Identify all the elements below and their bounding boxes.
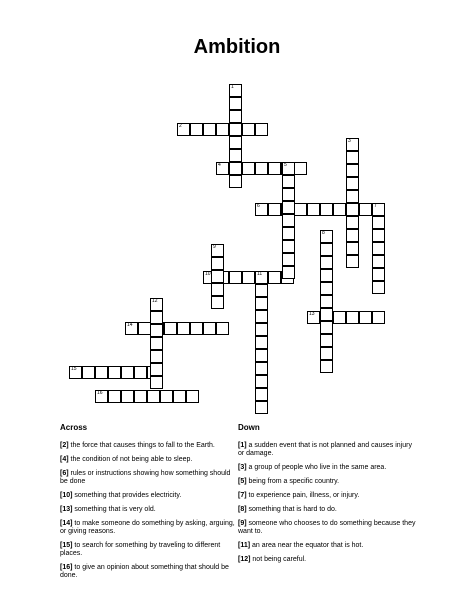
crossword-cell[interactable] bbox=[121, 366, 134, 379]
crossword-cell[interactable] bbox=[255, 401, 268, 414]
crossword-cell[interactable] bbox=[346, 151, 359, 164]
crossword-cell[interactable] bbox=[203, 123, 216, 136]
crossword-cell[interactable] bbox=[372, 311, 385, 324]
crossword-cell[interactable] bbox=[229, 175, 242, 188]
clue-across-14: [14] to make someone do something by asking, arguing, or giving reasons. bbox=[60, 520, 235, 535]
crossword-cell[interactable] bbox=[150, 324, 163, 337]
crossword-cell[interactable] bbox=[150, 311, 163, 324]
down-heading: Down bbox=[238, 423, 260, 432]
clue-number-6: 6 bbox=[257, 203, 260, 209]
clue-number-3: 3 bbox=[348, 138, 351, 144]
crossword-cell[interactable] bbox=[150, 350, 163, 363]
crossword-cell[interactable] bbox=[211, 283, 224, 296]
clue-across-4: [4] the condition of not being able to sleep. bbox=[60, 456, 193, 463]
crossword-cell[interactable] bbox=[320, 347, 333, 360]
clue-number-1: 1 bbox=[231, 84, 234, 90]
clue-down-8: [8] something that is hard to do. bbox=[238, 506, 337, 513]
crossword-cell[interactable] bbox=[255, 310, 268, 323]
crossword-cell[interactable] bbox=[211, 257, 224, 270]
crossword-cell[interactable] bbox=[282, 240, 295, 253]
crossword-cell[interactable] bbox=[255, 388, 268, 401]
crossword-cell[interactable] bbox=[255, 336, 268, 349]
crossword-cell[interactable] bbox=[229, 123, 242, 136]
crossword-cell[interactable] bbox=[255, 362, 268, 375]
crossword-cell[interactable] bbox=[320, 269, 333, 282]
crossword-cell[interactable] bbox=[255, 349, 268, 362]
crossword-cell[interactable] bbox=[190, 322, 203, 335]
crossword-cell[interactable] bbox=[255, 297, 268, 310]
crossword-cell[interactable] bbox=[255, 284, 268, 297]
crossword-cell[interactable] bbox=[320, 360, 333, 373]
crossword-cell[interactable] bbox=[320, 203, 333, 216]
clue-number-7: 7 bbox=[374, 203, 377, 209]
clue-number-11: 11 bbox=[257, 271, 263, 277]
crossword-cell[interactable] bbox=[268, 271, 281, 284]
clue-number-8: 8 bbox=[322, 230, 325, 236]
across-heading: Across bbox=[60, 423, 88, 432]
crossword-cell[interactable] bbox=[282, 175, 295, 188]
across-clues bbox=[60, 424, 240, 586]
crossword-cell[interactable] bbox=[229, 271, 242, 284]
crossword-cell[interactable] bbox=[211, 270, 224, 283]
crossword-cell[interactable] bbox=[320, 334, 333, 347]
crossword-cell[interactable] bbox=[320, 256, 333, 269]
crossword-cell[interactable] bbox=[229, 110, 242, 123]
clue-down-12: [12] not being careful. bbox=[238, 556, 307, 563]
crossword-cell[interactable] bbox=[150, 376, 163, 389]
crossword-cell[interactable] bbox=[372, 281, 385, 294]
clue-down-11: [11] an area near the equator that is hot. bbox=[238, 542, 364, 549]
crossword-cell[interactable] bbox=[242, 162, 255, 175]
clue-across-10: [10] something that provides electricity. bbox=[60, 492, 182, 499]
crossword-cell[interactable] bbox=[229, 136, 242, 149]
crossword-cell[interactable] bbox=[282, 201, 295, 214]
crossword-cell[interactable] bbox=[203, 322, 216, 335]
crossword-cell[interactable] bbox=[359, 203, 372, 216]
crossword-cell[interactable] bbox=[346, 311, 359, 324]
crossword-cell[interactable] bbox=[134, 390, 147, 403]
crossword-cell[interactable] bbox=[294, 203, 307, 216]
crossword-cell[interactable] bbox=[164, 322, 177, 335]
clue-down-9: [9] someone who chooses to do something because they want to. bbox=[238, 520, 416, 535]
crossword-cell[interactable] bbox=[229, 162, 242, 175]
crossword-cell[interactable] bbox=[346, 203, 359, 216]
crossword-cell[interactable] bbox=[282, 188, 295, 201]
clue-number-4: 4 bbox=[218, 162, 221, 168]
clue-down-5: [5] being from a specific country. bbox=[238, 478, 340, 485]
crossword-cell[interactable] bbox=[108, 390, 121, 403]
crossword-cell[interactable] bbox=[242, 123, 255, 136]
crossword-cell[interactable] bbox=[320, 308, 333, 321]
clue-number-10: 10 bbox=[205, 271, 211, 277]
crossword-cell[interactable] bbox=[372, 229, 385, 242]
crossword-cell[interactable] bbox=[255, 323, 268, 336]
crossword-cell[interactable] bbox=[333, 311, 346, 324]
crossword-cell[interactable] bbox=[134, 366, 147, 379]
crossword-cell[interactable] bbox=[186, 390, 199, 403]
crossword-cell[interactable] bbox=[147, 390, 160, 403]
crossword-cell[interactable] bbox=[268, 203, 281, 216]
crossword-cell[interactable] bbox=[229, 97, 242, 110]
crossword-cell[interactable] bbox=[346, 164, 359, 177]
clue-across-2: [2] the force that causes things to fall to the Earth. bbox=[60, 442, 215, 449]
crossword-cell[interactable] bbox=[333, 203, 346, 216]
clue-down-1: [1] a sudden event that is not planned and causes injury or damage. bbox=[238, 442, 412, 457]
crossword-cell[interactable] bbox=[346, 190, 359, 203]
crossword-cell[interactable] bbox=[268, 162, 281, 175]
crossword-cell[interactable] bbox=[95, 366, 108, 379]
clue-number-14: 14 bbox=[127, 322, 133, 328]
crossword-cell[interactable] bbox=[372, 242, 385, 255]
crossword-cell[interactable] bbox=[255, 123, 268, 136]
crossword-cell[interactable] bbox=[216, 322, 229, 335]
crossword-cell[interactable] bbox=[372, 216, 385, 229]
clue-across-15: [15] to search for something by traveling to different places. bbox=[60, 542, 221, 557]
clue-across-16: [16] to give an opinion about something that should be done. bbox=[60, 564, 229, 579]
clue-across-6: [6] rules or instructions showing how something should be done bbox=[60, 470, 231, 485]
crossword-cell[interactable] bbox=[242, 271, 255, 284]
crossword-cell[interactable] bbox=[282, 214, 295, 227]
crossword-cell[interactable] bbox=[282, 227, 295, 240]
crossword-cell[interactable] bbox=[82, 366, 95, 379]
crossword-cell[interactable] bbox=[320, 321, 333, 334]
crossword-cell[interactable] bbox=[372, 255, 385, 268]
crossword-cell[interactable] bbox=[346, 216, 359, 229]
clue-number-16: 16 bbox=[97, 390, 103, 396]
clue-down-7: [7] to experience pain, illness, or injury. bbox=[238, 492, 360, 499]
crossword-cell[interactable] bbox=[294, 162, 307, 175]
crossword-cell[interactable] bbox=[346, 255, 359, 268]
crossword-cell[interactable] bbox=[320, 243, 333, 256]
crossword-cell[interactable] bbox=[121, 390, 134, 403]
puzzle-title: Ambition bbox=[193, 36, 281, 58]
clue-number-5: 5 bbox=[284, 162, 287, 168]
crossword-cell[interactable] bbox=[372, 268, 385, 281]
clue-number-9: 9 bbox=[213, 244, 216, 250]
clue-number-12: 12 bbox=[152, 298, 158, 304]
clue-across-13: [13] something that is very old. bbox=[60, 506, 156, 513]
clue-number-13: 13 bbox=[309, 311, 315, 317]
down-clues bbox=[238, 424, 418, 570]
crossword-cell[interactable] bbox=[307, 203, 320, 216]
crossword-cell[interactable] bbox=[108, 366, 121, 379]
crossword-cell[interactable] bbox=[177, 322, 190, 335]
crossword-cell[interactable] bbox=[320, 282, 333, 295]
crossword-cell[interactable] bbox=[282, 253, 295, 266]
crossword-cell[interactable] bbox=[190, 123, 203, 136]
crossword-cell[interactable] bbox=[150, 363, 163, 376]
crossword-cell[interactable] bbox=[359, 311, 372, 324]
crossword-cell[interactable] bbox=[211, 296, 224, 309]
crossword-cell[interactable] bbox=[229, 149, 242, 162]
crossword-cell[interactable] bbox=[150, 337, 163, 350]
crossword-cell[interactable] bbox=[216, 123, 229, 136]
clue-down-3: [3] a group of people who live in the same area. bbox=[238, 464, 387, 471]
clue-number-15: 15 bbox=[71, 366, 77, 372]
clue-number-2: 2 bbox=[179, 123, 182, 129]
crossword-cell[interactable] bbox=[346, 177, 359, 190]
crossword-cell[interactable] bbox=[160, 390, 173, 403]
crossword-cell[interactable] bbox=[173, 390, 186, 403]
crossword-cell[interactable] bbox=[346, 229, 359, 242]
crossword-cell[interactable] bbox=[255, 162, 268, 175]
crossword-cell[interactable] bbox=[255, 375, 268, 388]
crossword-cell[interactable] bbox=[320, 295, 333, 308]
crossword-cell[interactable] bbox=[282, 266, 295, 279]
crossword-cell[interactable] bbox=[346, 242, 359, 255]
